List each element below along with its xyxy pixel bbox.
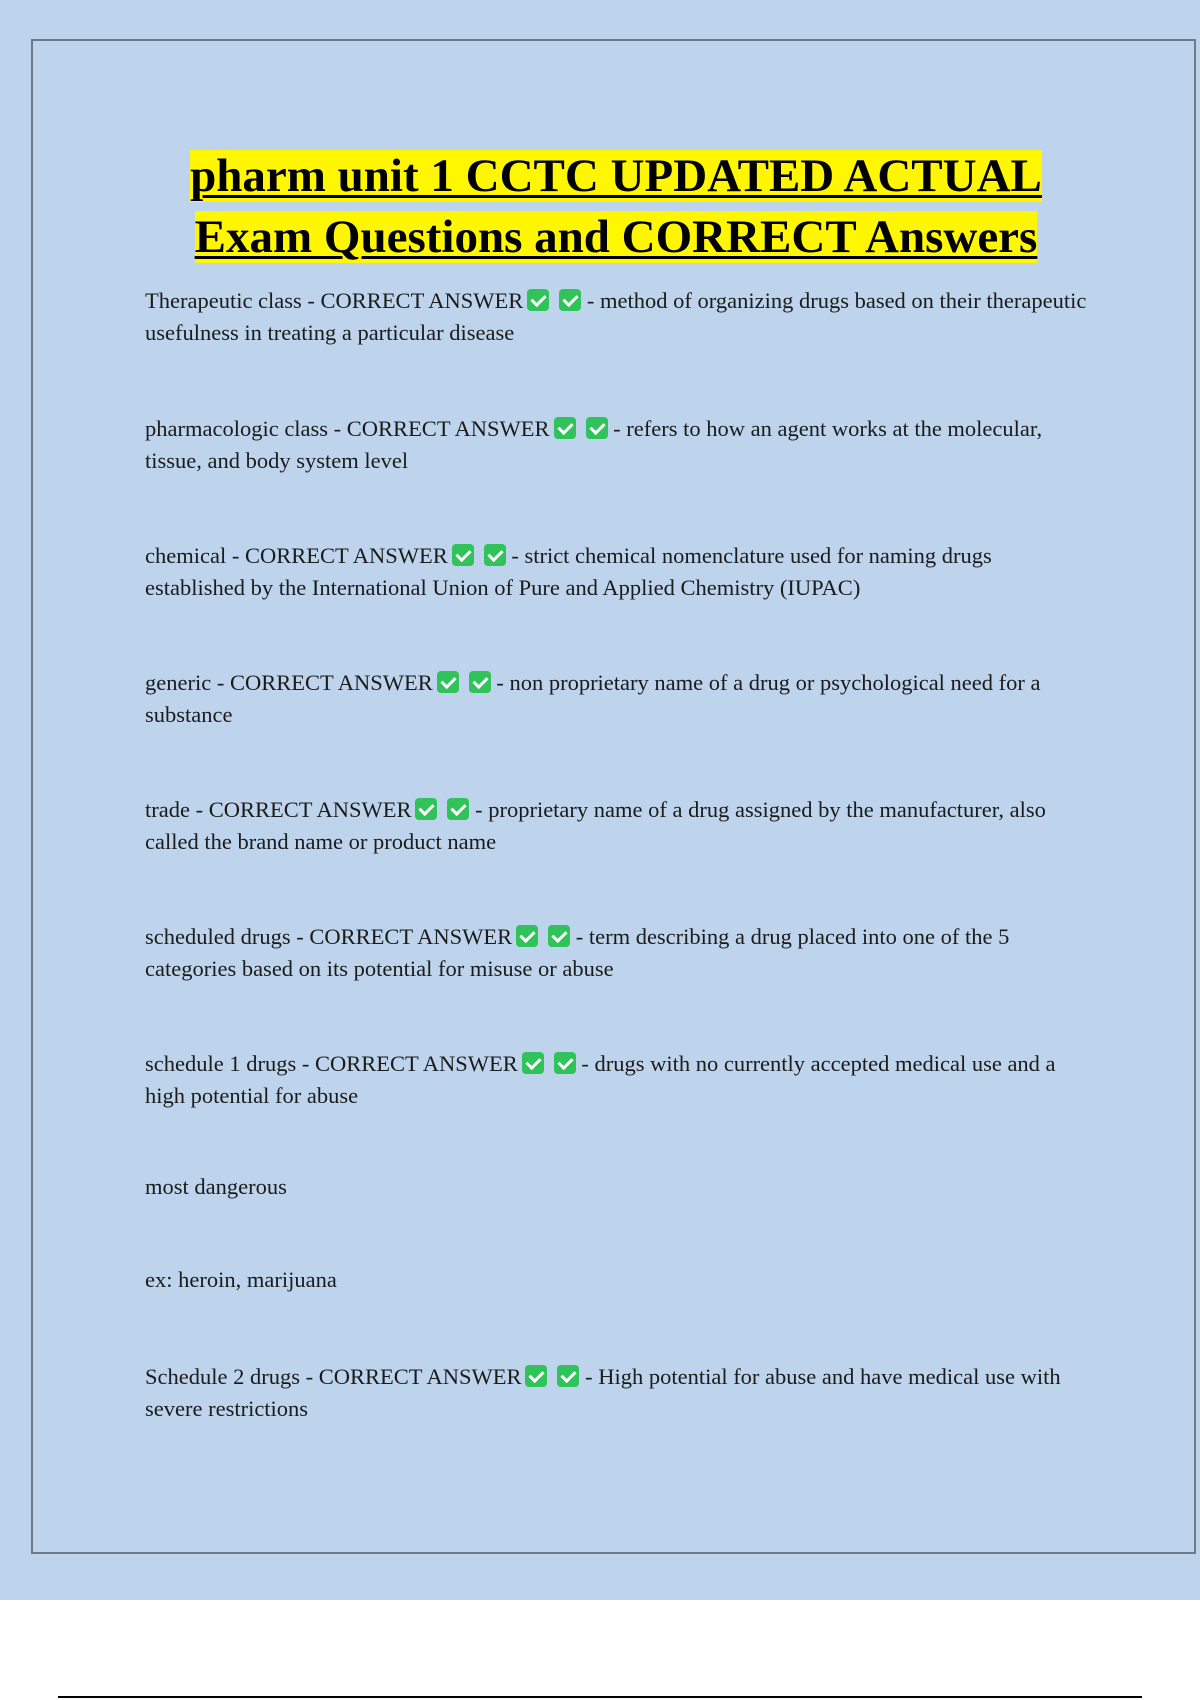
- check-mark-icon: [415, 798, 437, 820]
- check-mark-icon: [548, 925, 570, 947]
- entry-definition: - proprietary name of a drug assigned by the manufacturer, also called the brand name or product name: [145, 797, 1046, 854]
- qa-entry-chemical: [145, 540, 1095, 604]
- entry-definition: - strict chemical nomenclature used for naming drugs established by the International Union of Pure and Applied Chemistry (IUPAC): [145, 543, 992, 600]
- check-mark-icon: [554, 417, 576, 439]
- entry-term: generic -: [145, 670, 230, 695]
- answer-label: CORRECT ANSWER: [208, 797, 412, 822]
- answer-label: CORRECT ANSWER: [314, 1051, 518, 1076]
- check-mark-icon: [586, 417, 608, 439]
- qa-entry-scheduled-drugs: [145, 921, 1095, 985]
- entry-term: trade -: [145, 797, 209, 822]
- entry-term: Schedule 2 drugs -: [145, 1364, 319, 1389]
- check-mark-icon: [559, 289, 581, 311]
- check-mark-icon: [469, 671, 491, 693]
- qa-entry-generic: [145, 667, 1095, 731]
- entry-definition: - method of organizing drugs based on their therapeutic usefulness in treating a particular disease: [145, 288, 1087, 345]
- title-line-2: Exam Questions and CORRECT Answers: [194, 211, 1038, 263]
- entry-definition: - drugs with no currently accepted medical use and a high potential for abuse: [145, 1051, 1056, 1108]
- entry-definition: - non proprietary name of a drug or psychological need for a substance: [145, 670, 1041, 727]
- entry-definition: - refers to how an agent works at the molecular, tissue, and body system level: [145, 416, 1043, 473]
- title-line-1: pharm unit 1 CCTC UPDATED ACTUAL: [190, 150, 1042, 202]
- answer-label: CORRECT ANSWER: [346, 416, 550, 441]
- answer-label: CORRECT ANSWER: [309, 924, 513, 949]
- check-mark-icon: [522, 1052, 544, 1074]
- entry-term: schedule 1 drugs -: [145, 1051, 315, 1076]
- note-most-dangerous: most dangerous: [145, 1174, 287, 1199]
- answer-label: CORRECT ANSWER: [320, 288, 524, 313]
- check-mark-icon: [557, 1365, 579, 1387]
- document-title: [0, 146, 1200, 268]
- qa-entry-schedule-1-drugs: [145, 1048, 1095, 1112]
- check-mark-icon: [484, 544, 506, 566]
- check-mark-icon: [554, 1052, 576, 1074]
- qa-entry-pharmacologic-class: [145, 413, 1095, 477]
- answer-label: CORRECT ANSWER: [244, 543, 448, 568]
- check-mark-icon: [525, 1365, 547, 1387]
- answer-label: CORRECT ANSWER: [318, 1364, 522, 1389]
- answer-label: CORRECT ANSWER: [229, 670, 433, 695]
- qa-entry-trade: [145, 794, 1095, 858]
- qa-entry-therapeutic-class: [145, 285, 1095, 349]
- entry-definition: - term describing a drug placed into one of the 5 categories based on its potential for misuse or abuse: [145, 924, 1010, 981]
- entry-term: chemical -: [145, 543, 245, 568]
- check-mark-icon: [527, 289, 549, 311]
- entry-term: Therapeutic class -: [145, 288, 321, 313]
- check-mark-icon: [447, 798, 469, 820]
- check-mark-icon: [437, 671, 459, 693]
- entry-term: pharmacologic class -: [145, 416, 347, 441]
- check-mark-icon: [452, 544, 474, 566]
- check-mark-icon: [516, 925, 538, 947]
- qa-entry-schedule-2-drugs: [145, 1361, 1095, 1425]
- footer-rule: [58, 1696, 1142, 1698]
- note-examples: ex: heroin, marijuana: [145, 1267, 337, 1292]
- entry-definition: - High potential for abuse and have medical use with severe restrictions: [145, 1364, 1061, 1421]
- entry-term: scheduled drugs -: [145, 924, 310, 949]
